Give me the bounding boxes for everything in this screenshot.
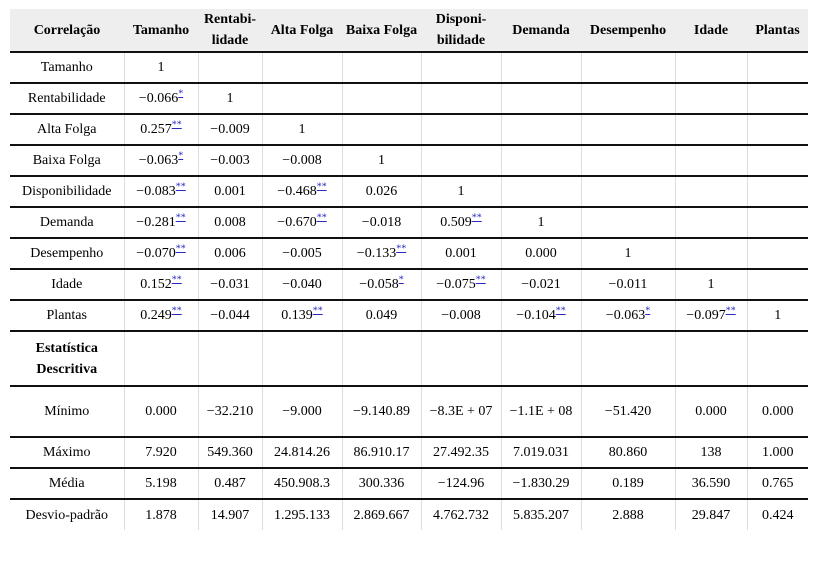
significance-marker: ** [555,305,566,317]
cell-value: −0.281 [136,215,176,230]
correlation-cell [747,238,808,269]
correlation-cell [581,52,675,83]
row-label: Desempenho [10,238,124,269]
significance-marker: ** [171,119,182,131]
cell-value: 1 [624,246,632,261]
correlation-cell [124,145,198,176]
stat-cell: −51.420 [581,386,675,437]
stat-cell: 450.908.3 [262,468,342,499]
correlation-cell [198,83,262,114]
significance-marker: ** [396,243,407,255]
correlation-cell [198,207,262,238]
correlation-cell [421,52,501,83]
correlation-cell [675,238,747,269]
cell-value: −0.044 [210,308,250,323]
correlation-cell [675,176,747,207]
row-label: Máximo [10,437,124,468]
significance-marker: * [178,150,184,162]
cell-value: 1 [378,153,385,168]
stat-cell: 5.198 [124,468,198,499]
table-body [10,52,808,530]
correlation-cell [747,145,808,176]
correlation-cell [581,83,675,114]
correlation-cell [747,269,808,300]
correlation-cell [675,114,747,145]
correlation-cell [581,114,675,145]
row-label: Média [10,468,124,499]
cell-value: −0.075 [436,277,476,292]
row-label: Disponibilidade [10,176,124,207]
stat-cell: −9.140.89 [342,386,421,437]
table-row [10,176,808,207]
empty-cell [501,331,581,386]
correlation-cell [501,83,581,114]
empty-cell [342,331,421,386]
correlation-cell [581,269,675,300]
significance-marker: ** [175,181,186,193]
row-label: Idade [10,269,124,300]
correlation-cell [747,207,808,238]
correlation-cell [198,114,262,145]
stat-cell: 0.765 [747,468,808,499]
stat-row [10,437,808,468]
correlation-cell [421,238,501,269]
stat-cell: 0.000 [675,386,747,437]
correlation-cell [501,269,581,300]
stat-row [10,386,808,437]
correlation-cell [747,176,808,207]
correlation-cell [124,300,198,331]
cell-value: 1 [707,277,715,292]
significance-marker: ** [471,212,482,224]
correlation-cell [198,176,262,207]
cell-value: 0.006 [214,246,246,261]
significance-marker: ** [316,181,327,193]
cell-value: −0.070 [136,246,176,261]
correlation-cell [262,207,342,238]
correlation-cell [501,238,581,269]
stat-cell: 4.762.732 [421,499,501,530]
stat-cell: 1.000 [747,437,808,468]
cell-value: −0.066 [138,91,179,106]
correlation-cell [501,52,581,83]
empty-cell [747,331,808,386]
correlation-cell [421,114,501,145]
cell-value: 0.139 [281,308,313,323]
stat-cell: 80.860 [581,437,675,468]
stat-cell: 7.920 [124,437,198,468]
cell-value: −0.097 [686,308,726,323]
table-row [10,269,808,300]
cell-value: −0.670 [277,215,317,230]
correlation-cell [581,238,675,269]
stat-cell: −1.1E + 08 [501,386,581,437]
correlation-cell [342,114,421,145]
correlation-cell [342,145,421,176]
stat-cell: 36.590 [675,468,747,499]
correlation-cell [262,300,342,331]
cell-value: −0.063 [138,153,179,168]
correlation-cell [675,207,747,238]
cell-value: −0.008 [282,153,322,168]
row-label: Tamanho [10,52,124,83]
correlation-cell [342,300,421,331]
correlation-cell [421,300,501,331]
correlation-cell [747,300,808,331]
cell-value: −0.018 [361,215,402,230]
correlation-cell [198,238,262,269]
row-label: Rentabilidade [10,83,124,114]
correlation-cell [675,83,747,114]
cell-value: 1 [774,308,782,323]
significance-marker: ** [175,212,186,224]
section-label: Estatística Descritiva [10,331,124,386]
header-cell: Alta Folga [262,9,342,52]
stat-cell: −124.96 [421,468,501,499]
correlation-cell [342,238,421,269]
stat-cell: 1.878 [124,499,198,530]
header-cell: Tamanho [124,9,198,52]
correlation-cell [581,176,675,207]
correlation-cell [342,207,421,238]
stat-cell: −9.000 [262,386,342,437]
header-cell: Disponi-bilidade [421,9,501,52]
stat-cell: 2.869.667 [342,499,421,530]
correlation-cell [581,300,675,331]
correlation-cell [501,145,581,176]
stat-cell: 29.847 [675,499,747,530]
stat-cell: 5.835.207 [501,499,581,530]
correlation-cell [421,176,501,207]
table-row [10,300,808,331]
empty-cell [581,331,675,386]
header-cell: Idade [675,9,747,52]
cell-value: −0.468 [277,184,317,199]
stat-cell: 14.907 [198,499,262,530]
correlation-cell [262,176,342,207]
correlation-cell [342,83,421,114]
stat-cell: 7.019.031 [501,437,581,468]
table-row [10,83,808,114]
stat-cell: 138 [675,437,747,468]
cell-value: −0.003 [210,153,250,168]
correlation-cell [421,207,501,238]
cell-value: 1 [298,122,306,137]
header-cell: Demanda [501,9,581,52]
significance-marker: ** [312,305,323,317]
stat-row [10,499,808,530]
empty-cell [421,331,501,386]
cell-value: 0.001 [445,246,477,261]
correlation-cell [747,114,808,145]
cell-value: 0.026 [365,184,398,199]
empty-cell [124,331,198,386]
correlation-cell [581,207,675,238]
row-label: Alta Folga [10,114,124,145]
table-row [10,207,808,238]
correlation-cell [124,83,198,114]
significance-marker: ** [171,305,182,317]
correlation-cell [581,145,675,176]
correlation-cell [501,176,581,207]
cell-value: −0.008 [441,308,481,323]
significance-marker: * [178,88,184,100]
stat-cell: 0.424 [747,499,808,530]
correlation-cell [262,145,342,176]
correlation-cell [421,145,501,176]
cell-value: 1 [457,184,465,199]
stat-cell: 0.000 [747,386,808,437]
correlation-cell [262,52,342,83]
row-label: Baixa Folga [10,145,124,176]
correlation-cell [675,300,747,331]
correlation-cell [421,83,501,114]
cell-value: −0.009 [210,122,250,137]
stat-cell: −32.210 [198,386,262,437]
correlation-cell [198,145,262,176]
correlation-cell [262,269,342,300]
header-cell: Desempenho [581,9,675,52]
empty-cell [262,331,342,386]
correlation-cell [198,52,262,83]
stat-cell: 27.492.35 [421,437,501,468]
stat-cell: 0.189 [581,468,675,499]
cell-value: 1 [537,215,545,230]
cell-value: 0.257 [140,122,172,137]
stat-cell: 2.888 [581,499,675,530]
significance-marker: ** [725,305,736,317]
correlation-cell [124,238,198,269]
correlation-cell [675,269,747,300]
cell-value: −0.021 [521,277,561,292]
significance-marker: ** [316,212,327,224]
table-row [10,238,808,269]
correlation-cell [342,269,421,300]
stat-row [10,468,808,499]
cell-value: 0.008 [214,215,246,230]
correlation-cell [262,238,342,269]
significance-marker: * [645,305,651,317]
stat-cell: 300.336 [342,468,421,499]
section-row [10,331,808,386]
cell-value: −0.011 [608,277,648,292]
correlation-cell [124,269,198,300]
stat-cell: −1.830.29 [501,468,581,499]
table-row [10,145,808,176]
cell-value: 1 [226,91,234,106]
correlation-table [10,9,808,530]
row-label: Desvio-padrão [25,507,108,523]
table-row [10,52,808,83]
header-cell: Plantas [747,9,808,52]
correlation-cell [675,145,747,176]
row-label: Plantas [10,300,124,331]
header-cell: Baixa Folga [342,9,421,52]
cell-value: −0.040 [282,277,322,292]
correlation-cell [501,207,581,238]
correlation-cell [342,176,421,207]
cell-value: −0.104 [516,308,556,323]
stat-cell: 549.360 [198,437,262,468]
header-row [10,9,808,52]
row-label: Demanda [10,207,124,238]
stat-cell: 0.000 [124,386,198,437]
header-cell: Rentabi-lidade [198,9,262,52]
empty-cell [675,331,747,386]
cell-value: −0.031 [210,277,250,292]
significance-marker: ** [171,274,182,286]
row-label: Mínimo [10,386,124,437]
correlation-cell [262,114,342,145]
header-cell: Correlação [10,9,124,52]
table-row [10,114,808,145]
stat-cell: 86.910.17 [342,437,421,468]
correlation-cell [501,114,581,145]
cell-value: 0.152 [140,277,172,292]
cell-value: 0.049 [365,308,398,323]
correlation-cell [124,176,198,207]
correlation-cell [198,269,262,300]
correlation-cell [124,52,198,83]
correlation-cell [124,114,198,145]
cell-value: −0.133 [356,246,397,261]
stat-cell: 24.814.26 [262,437,342,468]
correlation-cell [747,52,808,83]
correlation-cell [198,300,262,331]
cell-value: 0.000 [525,246,557,261]
cell-value: −0.005 [282,246,322,261]
correlation-cell [501,300,581,331]
correlation-cell [675,52,747,83]
correlation-cell [124,207,198,238]
cell-value: 1 [157,60,165,75]
cell-value: −0.083 [136,184,176,199]
cell-value: 0.001 [214,184,246,199]
stat-cell: 0.487 [198,468,262,499]
significance-marker: ** [175,243,186,255]
stat-cell: −8.3E + 07 [421,386,501,437]
cell-value: 0.249 [140,308,172,323]
significance-marker: * [398,274,404,286]
correlation-cell [747,83,808,114]
cell-value: 0.509 [440,215,472,230]
correlation-cell [262,83,342,114]
significance-marker: ** [475,274,486,286]
stat-cell: 1.295.133 [262,499,342,530]
cell-value: −0.063 [605,308,646,323]
empty-cell [198,331,262,386]
correlation-cell [421,269,501,300]
correlation-cell [342,52,421,83]
cell-value: −0.058 [359,277,399,292]
